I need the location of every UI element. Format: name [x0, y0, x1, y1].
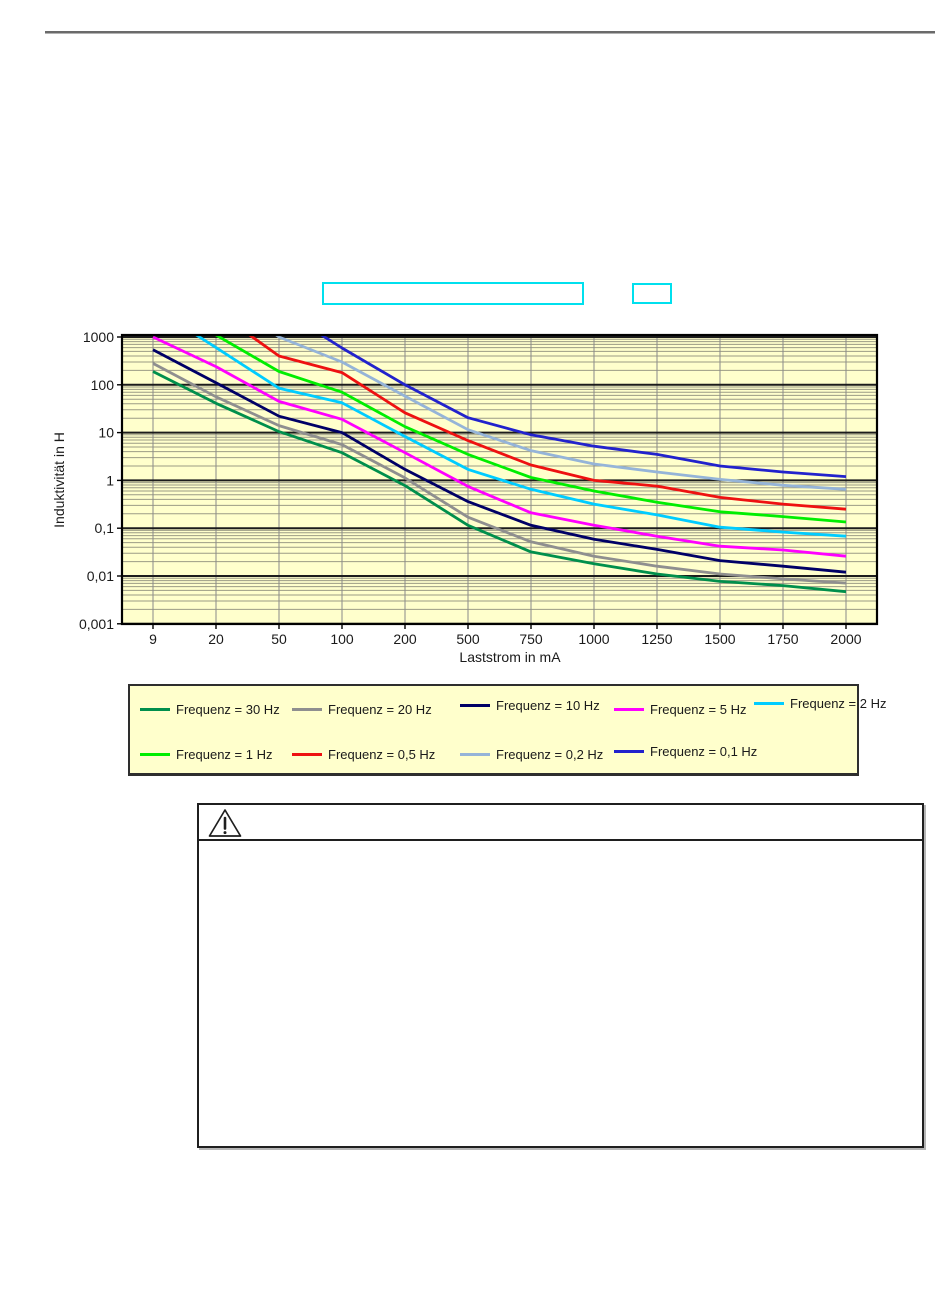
legend-entry — [614, 702, 746, 716]
legend-label: Frequenz = 2 Hz — [790, 695, 887, 711]
legend-label: Frequenz = 0,5 Hz — [328, 746, 436, 762]
chart-legend — [128, 684, 887, 776]
y-tick-label: 1 — [106, 472, 114, 489]
warning-box-header — [199, 805, 922, 841]
legend-swatch — [460, 704, 490, 707]
x-tick-label: 750 — [519, 631, 543, 647]
x-tick-label: 200 — [393, 631, 417, 647]
x-tick-label: 500 — [456, 631, 480, 647]
legend-entry — [614, 744, 757, 758]
legend-swatch — [292, 753, 322, 756]
legend-entry — [292, 747, 435, 761]
x-tick-label: 1000 — [578, 631, 610, 647]
legend-swatch — [460, 753, 490, 756]
warning-box — [197, 803, 924, 1148]
x-tick-label: 20 — [208, 631, 224, 647]
y-tick-label: 10 — [98, 424, 114, 441]
legend-label: Frequenz = 20 Hz — [328, 701, 432, 717]
legend-swatch — [140, 708, 170, 711]
x-tick-label: 1500 — [704, 631, 736, 647]
legend-entry — [754, 696, 886, 710]
x-tick-label: 1750 — [767, 631, 799, 647]
x-tick-labels — [149, 631, 862, 647]
warning-triangle-icon — [206, 807, 244, 839]
y-tick-label: 100 — [90, 376, 114, 393]
legend-label: Frequenz = 30 Hz — [176, 701, 280, 717]
legend-swatch — [754, 702, 784, 705]
x-axis-title: Laststrom in mA — [459, 649, 561, 665]
x-tick-label: 1250 — [641, 631, 673, 647]
legend-entry — [140, 747, 272, 761]
x-tick-label: 100 — [330, 631, 354, 647]
legend-swatch — [292, 708, 322, 711]
y-axis-title: Induktivität in H — [51, 432, 67, 528]
inductance-chart — [40, 325, 890, 670]
y-tick-label: 1000 — [82, 329, 114, 345]
x-tick-label: 9 — [149, 631, 157, 647]
highlight-rect-small — [632, 283, 672, 304]
legend-entry — [460, 698, 600, 712]
legend-label: Frequenz = 1 Hz — [176, 746, 273, 762]
legend-label: Frequenz = 10 Hz — [496, 697, 600, 713]
highlight-rect-large — [322, 282, 584, 305]
legend-label: Frequenz = 5 Hz — [650, 701, 747, 717]
legend-swatch — [614, 708, 644, 711]
legend-label: Frequenz = 0,2 Hz — [496, 746, 604, 762]
legend-swatch — [140, 753, 170, 756]
legend-entry — [140, 702, 280, 716]
chart-canvas — [40, 325, 890, 670]
page-top-rule — [45, 31, 935, 33]
legend-label: Frequenz = 0,1 Hz — [650, 743, 758, 759]
legend-swatch — [614, 750, 644, 753]
y-tick-label: 0,1 — [94, 520, 114, 537]
y-tick-labels — [79, 329, 114, 632]
y-tick-label: 0,001 — [78, 615, 114, 632]
x-tick-label: 50 — [271, 631, 287, 647]
x-tick-label: 2000 — [830, 631, 862, 647]
y-tick-label: 0,01 — [86, 568, 114, 584]
legend-entry — [292, 702, 432, 716]
warning-box-body — [199, 841, 922, 1144]
legend-entry — [460, 747, 603, 761]
